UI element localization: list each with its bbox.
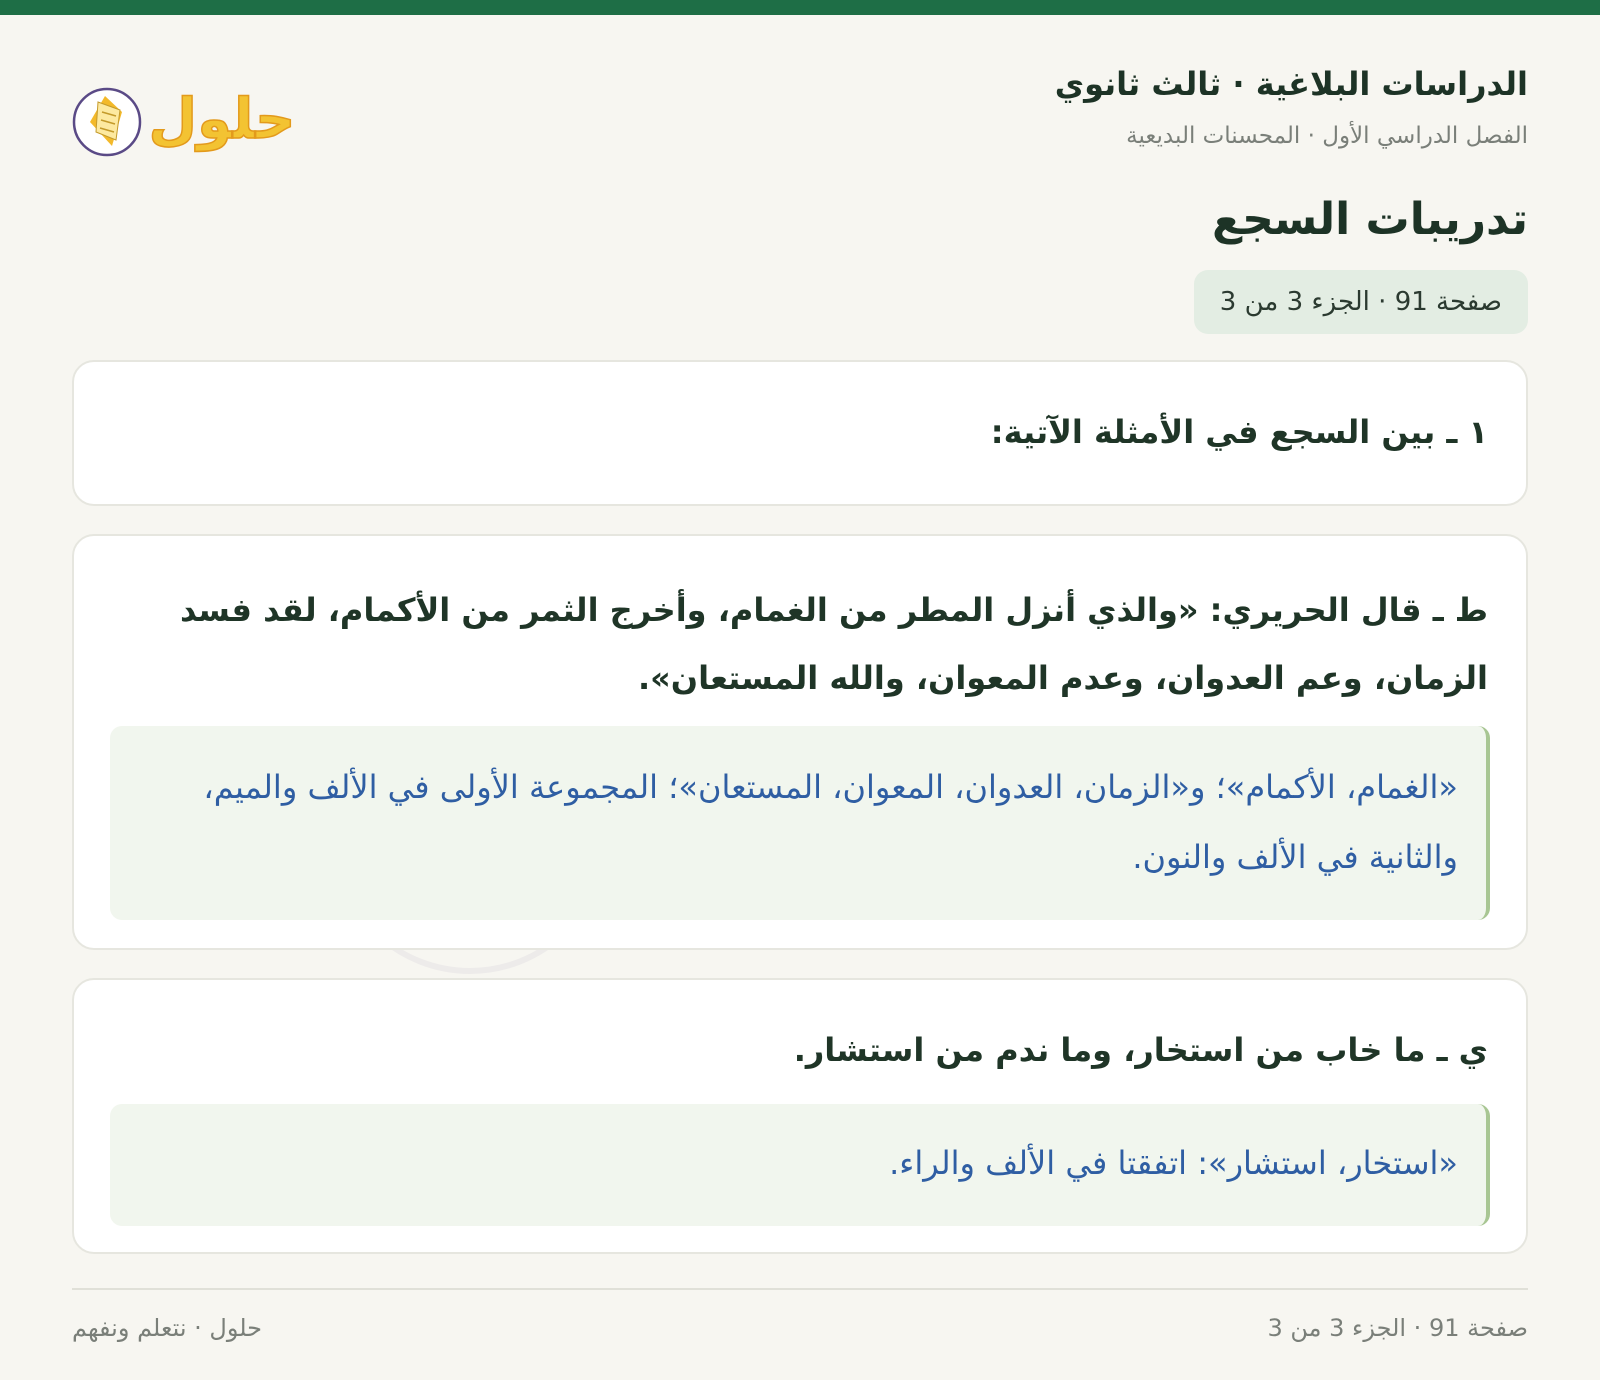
question-text: ط ـ قال الحريري: «والذي أنزل المطر من الغمام، وأخرج الثمر من الأكمام، لقد فسد الزمان، وعم العدوان، وعدم المعوان، والله المستعان».	[179, 591, 1488, 697]
question-text: ١ ـ بين السجع في الأمثلة الآتية:	[990, 413, 1488, 451]
footer-brand: حلول · نتعلم ونفهم	[72, 1314, 262, 1342]
page-badge: صفحة 91 · الجزء 3 من 3	[1194, 270, 1528, 334]
top-accent-bar	[0, 0, 1600, 15]
answer-box: «الغمام، الأكمام»؛ و«الزمان، العدوان، المعوان، المستعان»؛ المجموعة الأولى في الألف والميم، والثانية في الألف والنون.	[110, 726, 1490, 920]
answer-box: «استخار، استشار»: اتفقتا في الألف والراء.	[110, 1104, 1490, 1226]
hulul-logo	[72, 72, 302, 162]
page-header	[72, 62, 1528, 172]
logo-text: حلول	[148, 87, 296, 152]
page-title: تدريبات السجع	[1212, 194, 1528, 245]
exercise-card-y	[72, 978, 1528, 1254]
course-subtitle: الفصل الدراسي الأول · المحسنات البديعية	[1126, 123, 1528, 149]
exercise-card-intro	[72, 360, 1528, 506]
footer-divider	[72, 1288, 1528, 1290]
header-text	[1055, 62, 1528, 154]
course-title: الدراسات البلاغية · ثالث ثانوي	[1054, 65, 1528, 103]
footer-page-info: صفحة 91 · الجزء 3 من 3	[1267, 1314, 1528, 1342]
question-text: ي ـ ما خاب من استخار، وما ندم من استشار.	[793, 1031, 1488, 1069]
exercise-card-t	[72, 534, 1528, 950]
